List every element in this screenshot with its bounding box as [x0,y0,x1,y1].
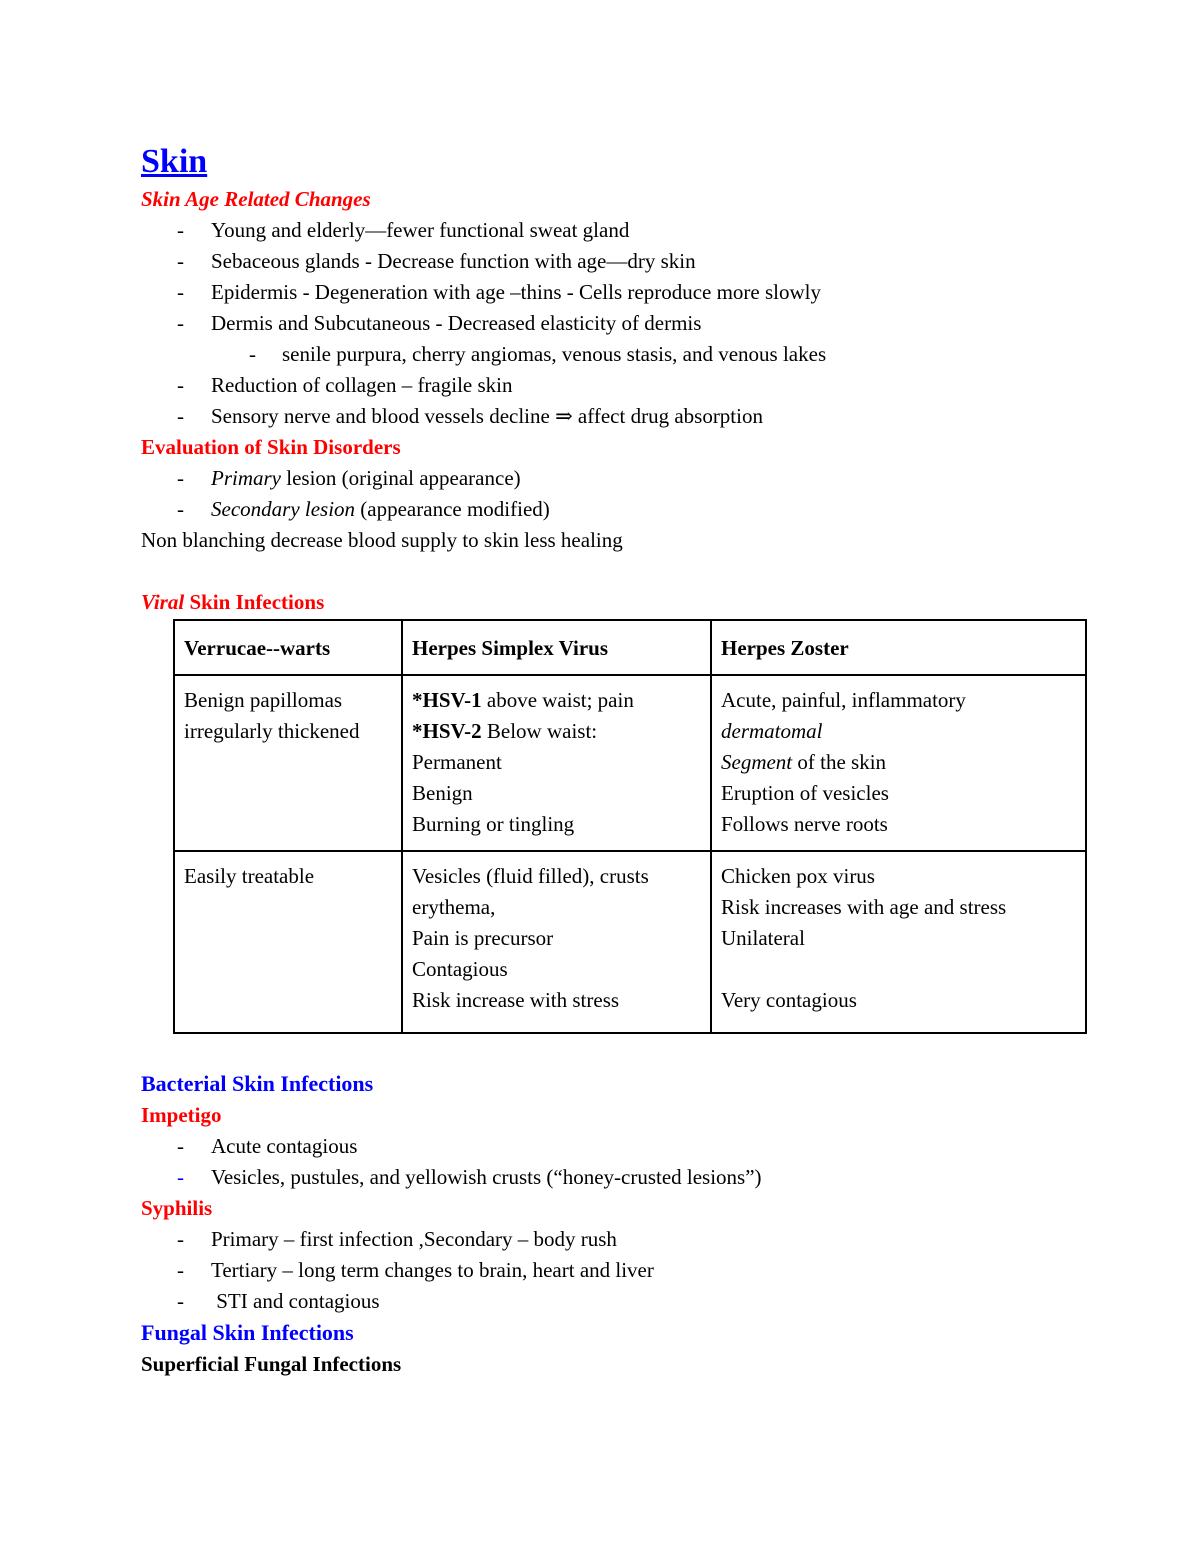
list-item: - Primary – first infection ,Secondary – body rush [141,1224,1091,1255]
list-item: - Sensory nerve and blood vessels decline ⇒ affect drug absorption [141,401,1091,432]
impetigo-list [141,1131,1091,1193]
dash-bullet: - [177,1289,184,1313]
evaluation-note: Non blanching decrease blood supply to skin less healing [141,528,623,552]
list-item: - Sebaceous glands - Decrease function with age—dry skin [141,246,1091,277]
dash-bullet: - [177,466,184,490]
age-changes-list [141,215,1091,432]
list-item: - Reduction of collagen – fragile skin [141,370,1091,401]
dash-bullet: - [177,249,184,273]
evaluation-heading: Evaluation of Skin Disorders [141,435,401,459]
syphilis-heading: Syphilis [141,1196,213,1220]
fungal-subheading: Superficial Fungal Infections [141,1352,402,1376]
impetigo-heading: Impetigo [141,1103,222,1127]
dash-bullet: - [177,497,184,521]
blank-line [141,556,1091,587]
table-cell: Vesicles (fluid filled), crusts erythema, Pain is precursor Contagious Risk increase with stress [402,851,711,1033]
evaluation-list [141,463,1091,525]
table-cell: Benign papillomas irregularly thickened [174,675,402,851]
table-header-cell: Herpes Zoster [711,620,1086,675]
table-header-cell: Verrucae--warts [174,620,402,675]
list-item: - Dermis and Subcutaneous - Decreased elasticity of dermis [141,308,1091,339]
list-item: - Vesicles, pustules, and yellowish crusts (“honey-crusted lesions”) [141,1162,1091,1193]
syphilis-list [141,1224,1091,1317]
table-header-cell: Herpes Simplex Virus [402,620,711,675]
table-row [174,675,1086,851]
age-changes-heading: Skin Age Related Changes [141,187,371,211]
viral-heading: Viral Skin Infections [141,590,325,614]
dash-bullet: - [249,342,256,366]
list-item: - Epidermis - Degeneration with age –thins - Cells reproduce more slowly [141,277,1091,308]
dash-bullet: - [177,1258,184,1282]
dash-bullet: - [177,280,184,304]
dash-bullet: - [177,1165,184,1189]
table-row [174,851,1086,1033]
list-item: - Primary lesion (original appearance) [141,463,1091,494]
dash-bullet: - [177,311,184,335]
dash-bullet: - [177,218,184,242]
table-cell: *HSV-1 above waist; pain *HSV-2 Below waist: Permanent Benign Burning or tingling [402,675,711,851]
dash-bullet: - [177,373,184,397]
bacterial-heading: Bacterial Skin Infections [141,1071,374,1096]
blank-line [141,1034,1091,1068]
list-item: - Young and elderly—fewer functional sweat gland [141,215,1091,246]
list-item: - Acute contagious [141,1131,1091,1162]
list-item: - STI and contagious [141,1286,1091,1317]
table-cell: Acute, painful, inflammatory dermatomal Segment of the skin Eruption of vesicles Follows nerve roots [711,675,1086,851]
list-item: - Tertiary – long term changes to brain, heart and liver [141,1255,1091,1286]
table-cell: Chicken pox virus Risk increases with age and stress Unilateral Very contagious [711,851,1086,1033]
document-page [141,140,1091,1380]
dash-bullet: - [177,404,184,428]
dash-bullet: - [177,1134,184,1158]
viral-infections-table [173,619,1087,1034]
list-item: - Secondary lesion (appearance modified) [141,494,1091,525]
sub-list-item: - senile purpura, cherry angiomas, venous stasis, and venous lakes [141,339,1091,370]
fungal-heading: Fungal Skin Infections [141,1320,354,1345]
table-header-row [174,620,1086,675]
page-title: Skin [141,143,208,180]
table-cell: Easily treatable [174,851,402,1033]
dash-bullet: - [177,1227,184,1251]
